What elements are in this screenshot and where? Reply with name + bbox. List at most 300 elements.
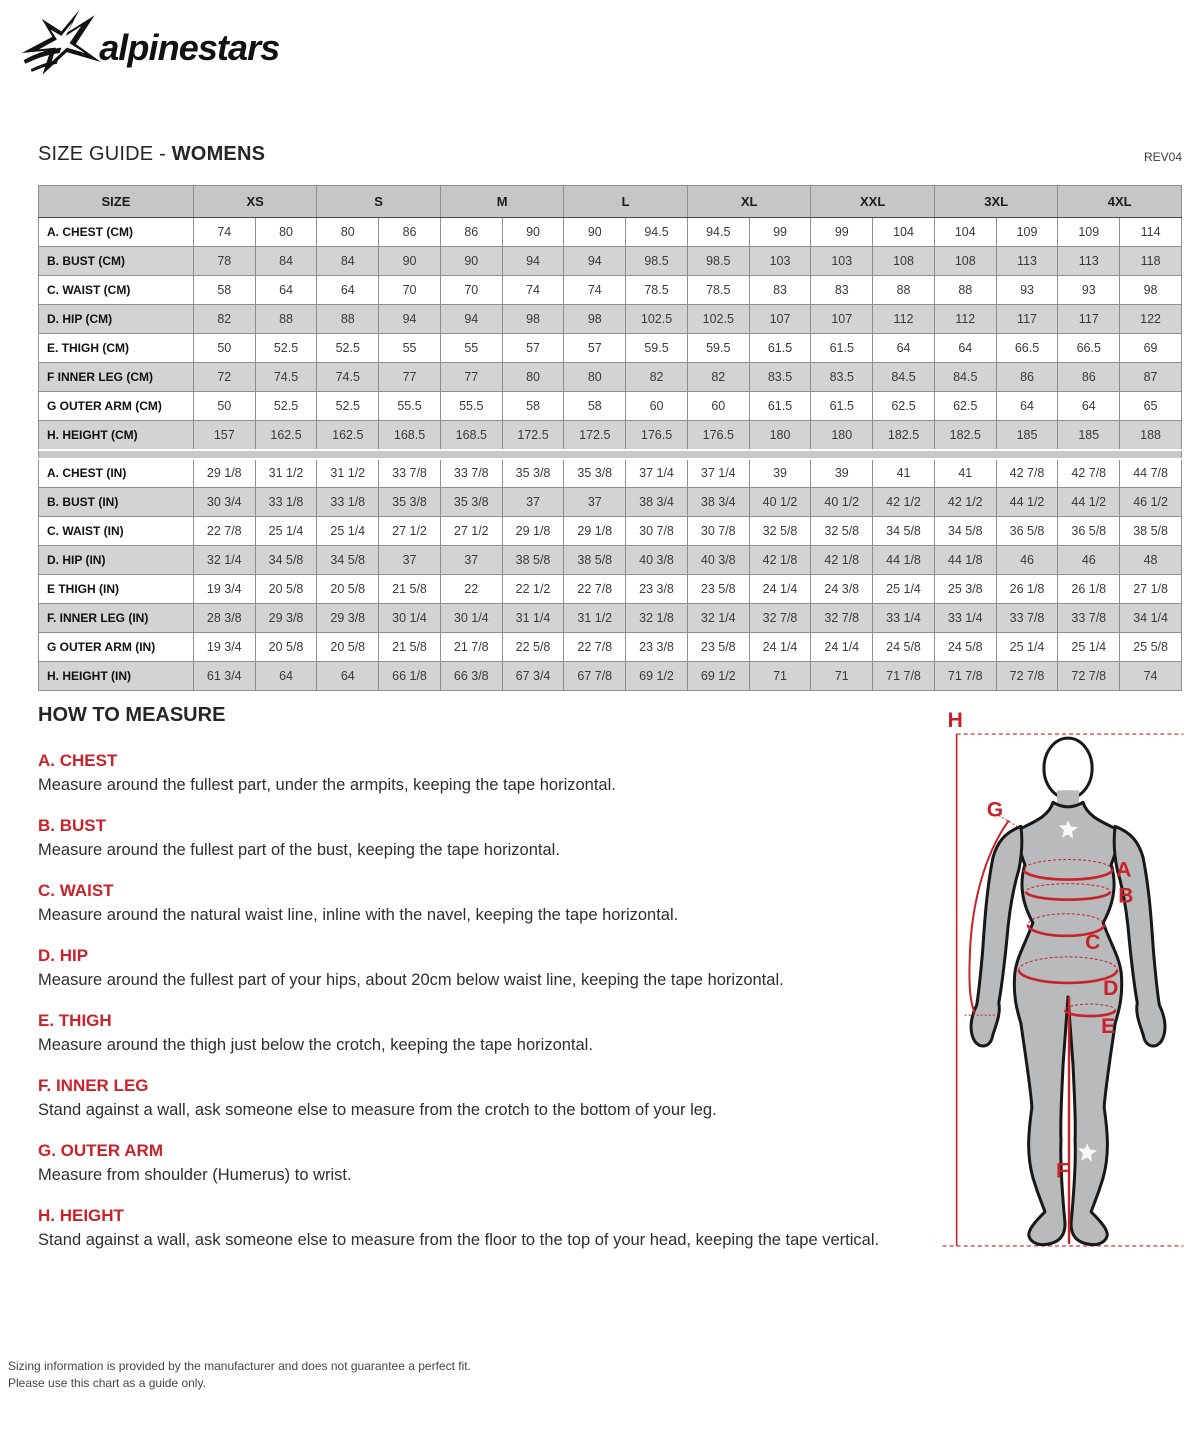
size-value-cell: 32 1/4 — [687, 604, 749, 633]
measure-item — [38, 1011, 918, 1055]
size-value-cell: 71 — [749, 662, 811, 691]
size-value-cell: 157 — [193, 421, 255, 450]
size-value-cell: 102.5 — [687, 305, 749, 334]
size-value-cell: 80 — [502, 363, 564, 392]
size-value-cell: 60 — [626, 392, 688, 421]
size-value-cell: 90 — [564, 218, 626, 247]
size-value-cell: 108 — [873, 247, 935, 276]
measure-item-text: Measure around the fullest part, under the armpits, keeping the tape horizontal. — [38, 776, 616, 794]
size-value-cell: 40 3/8 — [687, 546, 749, 575]
size-value-cell: 41 — [873, 459, 935, 488]
page-title — [38, 143, 265, 166]
size-value-cell: 99 — [749, 218, 811, 247]
size-value-cell: 42 1/2 — [934, 488, 996, 517]
size-value-cell: 72 — [193, 363, 255, 392]
row-label: D. HIP (CM) — [39, 305, 194, 334]
size-value-cell: 172.5 — [502, 421, 564, 450]
size-value-cell: 33 7/8 — [996, 604, 1058, 633]
size-value-cell: 57 — [564, 334, 626, 363]
size-value-cell: 64 — [873, 334, 935, 363]
size-value-cell: 84.5 — [934, 363, 996, 392]
size-value-cell: 86 — [440, 218, 502, 247]
size-value-cell: 23 5/8 — [687, 633, 749, 662]
alpinestars-logo-icon — [20, 8, 290, 80]
size-value-cell: 25 1/4 — [1058, 633, 1120, 662]
footer-line-2: Please use this chart as a guide only. — [8, 1376, 206, 1390]
size-value-cell: 64 — [317, 276, 379, 305]
size-value-cell: 98 — [564, 305, 626, 334]
size-value-cell: 22 7/8 — [564, 633, 626, 662]
size-value-cell: 80 — [317, 218, 379, 247]
size-value-cell: 83.5 — [749, 363, 811, 392]
table-row — [39, 633, 1182, 662]
size-value-cell: 103 — [749, 247, 811, 276]
size-value-cell: 37 — [379, 546, 441, 575]
label-G: G — [986, 798, 1004, 822]
size-value-cell: 122 — [1120, 305, 1182, 334]
size-value-cell: 27 1/8 — [1120, 575, 1182, 604]
size-value-cell: 27 1/2 — [440, 517, 502, 546]
how-to-measure-section — [38, 704, 1186, 1276]
size-value-cell: 98 — [1120, 276, 1182, 305]
size-value-cell: 23 5/8 — [687, 575, 749, 604]
size-value-cell: 71 7/8 — [934, 662, 996, 691]
size-value-cell: 182.5 — [934, 421, 996, 450]
size-column-header: M — [440, 186, 564, 218]
size-value-cell: 109 — [1058, 218, 1120, 247]
size-value-cell: 90 — [379, 247, 441, 276]
size-value-cell: 86 — [379, 218, 441, 247]
size-value-cell: 44 1/8 — [873, 546, 935, 575]
size-value-cell: 60 — [687, 392, 749, 421]
measurement-diagram — [934, 704, 1186, 1276]
size-value-cell: 99 — [811, 218, 873, 247]
measure-item-text: Measure around the fullest part of the bust, keeping the tape horizontal. — [38, 841, 560, 859]
size-value-cell: 61.5 — [811, 334, 873, 363]
size-value-cell: 90 — [502, 218, 564, 247]
size-value-cell: 25 1/4 — [873, 575, 935, 604]
size-value-cell: 44 7/8 — [1120, 459, 1182, 488]
size-value-cell: 25 3/8 — [934, 575, 996, 604]
size-value-cell: 44 1/8 — [934, 546, 996, 575]
size-value-cell: 24 1/4 — [811, 633, 873, 662]
size-value-cell: 42 1/8 — [811, 546, 873, 575]
size-value-cell: 185 — [1058, 421, 1120, 450]
size-value-cell: 37 1/4 — [687, 459, 749, 488]
size-value-cell: 52.5 — [317, 334, 379, 363]
size-value-cell: 84.5 — [873, 363, 935, 392]
head-shape — [1044, 738, 1092, 798]
table-row — [39, 604, 1182, 633]
size-value-cell: 74.5 — [317, 363, 379, 392]
size-value-cell: 22 5/8 — [502, 633, 564, 662]
size-value-cell: 22 1/2 — [502, 575, 564, 604]
size-value-cell: 32 1/8 — [626, 604, 688, 633]
size-value-cell: 59.5 — [626, 334, 688, 363]
size-value-cell: 86 — [1058, 363, 1120, 392]
size-value-cell: 112 — [873, 305, 935, 334]
size-value-cell: 40 3/8 — [626, 546, 688, 575]
size-value-cell: 66 1/8 — [379, 662, 441, 691]
size-value-cell: 32 7/8 — [811, 604, 873, 633]
size-value-cell: 74 — [502, 276, 564, 305]
row-label: H. HEIGHT (CM) — [39, 421, 194, 450]
page-title-gender: WOMENS — [171, 143, 266, 165]
size-value-cell: 20 5/8 — [255, 575, 317, 604]
size-value-cell: 80 — [564, 363, 626, 392]
table-row — [39, 662, 1182, 691]
size-value-cell: 26 1/8 — [1058, 575, 1120, 604]
size-value-cell: 52.5 — [255, 334, 317, 363]
size-value-cell: 82 — [193, 305, 255, 334]
size-corner-header: SIZE — [39, 186, 194, 218]
measure-item — [38, 816, 918, 860]
size-value-cell: 93 — [996, 276, 1058, 305]
measure-item-text: Stand against a wall, ask someone else to measure from the crotch to the bottom of your leg. — [38, 1101, 717, 1119]
size-value-cell: 30 7/8 — [687, 517, 749, 546]
size-value-cell: 82 — [687, 363, 749, 392]
size-value-cell: 117 — [1058, 305, 1120, 334]
section-gap-row — [39, 450, 1182, 459]
size-value-cell: 176.5 — [626, 421, 688, 450]
size-value-cell: 83 — [749, 276, 811, 305]
how-to-measure-heading: HOW TO MEASURE — [38, 704, 226, 726]
row-label: A. CHEST (CM) — [39, 218, 194, 247]
footer-line-1: Sizing information is provided by the manufacturer and does not guarantee a perfect fit. — [8, 1359, 471, 1373]
size-value-cell: 22 7/8 — [564, 575, 626, 604]
size-value-cell: 162.5 — [255, 421, 317, 450]
size-value-cell: 67 3/4 — [502, 662, 564, 691]
measure-item-label: A. CHEST — [38, 751, 118, 770]
size-value-cell: 32 1/4 — [193, 546, 255, 575]
body-measurement-figure-icon — [934, 704, 1186, 1276]
title-row — [38, 143, 1182, 166]
size-value-cell: 108 — [934, 247, 996, 276]
size-value-cell: 55.5 — [379, 392, 441, 421]
size-value-cell: 94 — [502, 247, 564, 276]
size-value-cell: 19 3/4 — [193, 633, 255, 662]
alpinestars-logo — [20, 8, 290, 80]
size-value-cell: 24 5/8 — [873, 633, 935, 662]
size-value-cell: 34 5/8 — [934, 517, 996, 546]
size-value-cell: 28 3/8 — [193, 604, 255, 633]
size-value-cell: 41 — [934, 459, 996, 488]
size-value-cell: 33 1/8 — [317, 488, 379, 517]
size-value-cell: 72 7/8 — [996, 662, 1058, 691]
size-value-cell: 84 — [317, 247, 379, 276]
size-value-cell: 31 1/2 — [317, 459, 379, 488]
size-value-cell: 21 5/8 — [379, 575, 441, 604]
size-value-cell: 78.5 — [626, 276, 688, 305]
measure-item-label: F. INNER LEG — [38, 1076, 149, 1095]
size-value-cell: 42 7/8 — [1058, 459, 1120, 488]
size-value-cell: 62.5 — [873, 392, 935, 421]
size-value-cell: 64 — [934, 334, 996, 363]
size-value-cell: 34 1/4 — [1120, 604, 1182, 633]
measure-item-label: D. HIP — [38, 946, 89, 965]
table-row — [39, 488, 1182, 517]
size-column-header: L — [564, 186, 688, 218]
measure-item-label: H. HEIGHT — [38, 1206, 124, 1225]
label-A: A — [1116, 858, 1132, 882]
size-column-header: 4XL — [1058, 186, 1182, 218]
size-value-cell: 69 1/2 — [687, 662, 749, 691]
size-header-row — [39, 186, 1182, 218]
size-value-cell: 33 1/4 — [873, 604, 935, 633]
table-row — [39, 392, 1182, 421]
size-value-cell: 19 3/4 — [193, 575, 255, 604]
size-value-cell: 86 — [996, 363, 1058, 392]
size-value-cell: 168.5 — [379, 421, 441, 450]
size-value-cell: 33 7/8 — [1058, 604, 1120, 633]
size-value-cell: 39 — [811, 459, 873, 488]
size-value-cell: 59.5 — [687, 334, 749, 363]
size-value-cell: 31 1/2 — [255, 459, 317, 488]
page-title-prefix: SIZE GUIDE - — [38, 143, 172, 165]
size-value-cell: 83.5 — [811, 363, 873, 392]
size-value-cell: 25 1/4 — [996, 633, 1058, 662]
table-row — [39, 517, 1182, 546]
table-row — [39, 276, 1182, 305]
size-value-cell: 64 — [255, 662, 317, 691]
size-value-cell: 65 — [1120, 392, 1182, 421]
size-value-cell: 23 3/8 — [626, 575, 688, 604]
size-value-cell: 98.5 — [626, 247, 688, 276]
size-value-cell: 32 7/8 — [749, 604, 811, 633]
size-value-cell: 44 1/2 — [1058, 488, 1120, 517]
size-value-cell: 94.5 — [626, 218, 688, 247]
size-value-cell: 34 5/8 — [873, 517, 935, 546]
size-value-cell: 29 3/8 — [317, 604, 379, 633]
size-value-cell: 71 — [811, 662, 873, 691]
measure-item-label: B. BUST — [38, 816, 106, 835]
size-value-cell: 27 1/2 — [379, 517, 441, 546]
size-value-cell: 44 1/2 — [996, 488, 1058, 517]
size-value-cell: 46 — [996, 546, 1058, 575]
footer-note — [8, 1358, 471, 1392]
size-value-cell: 34 5/8 — [317, 546, 379, 575]
size-value-cell: 94 — [564, 247, 626, 276]
size-value-cell: 88 — [317, 305, 379, 334]
table-row — [39, 421, 1182, 450]
size-table — [38, 185, 1182, 691]
size-value-cell: 113 — [1058, 247, 1120, 276]
size-value-cell: 70 — [440, 276, 502, 305]
size-value-cell: 114 — [1120, 218, 1182, 247]
size-value-cell: 33 1/4 — [934, 604, 996, 633]
size-value-cell: 98 — [502, 305, 564, 334]
size-column-header: S — [317, 186, 441, 218]
size-value-cell: 172.5 — [564, 421, 626, 450]
size-value-cell: 188 — [1120, 421, 1182, 450]
size-column-header: XXL — [811, 186, 935, 218]
size-column-header: XS — [193, 186, 317, 218]
size-value-cell: 176.5 — [687, 421, 749, 450]
row-label: A. CHEST (IN) — [39, 459, 194, 488]
row-label: F INNER LEG (CM) — [39, 363, 194, 392]
row-label: H. HEIGHT (IN) — [39, 662, 194, 691]
size-value-cell: 22 7/8 — [193, 517, 255, 546]
section-gap-cell — [39, 450, 1182, 459]
size-value-cell: 66.5 — [1058, 334, 1120, 363]
size-value-cell: 88 — [873, 276, 935, 305]
size-value-cell: 30 3/4 — [193, 488, 255, 517]
size-value-cell: 104 — [873, 218, 935, 247]
size-value-cell: 64 — [1058, 392, 1120, 421]
measure-instructions — [38, 704, 918, 1276]
size-value-cell: 88 — [255, 305, 317, 334]
size-value-cell: 36 5/8 — [996, 517, 1058, 546]
size-value-cell: 37 — [502, 488, 564, 517]
size-value-cell: 52.5 — [317, 392, 379, 421]
size-value-cell: 35 3/8 — [379, 488, 441, 517]
size-value-cell: 52.5 — [255, 392, 317, 421]
size-value-cell: 26 1/8 — [996, 575, 1058, 604]
size-value-cell: 37 1/4 — [626, 459, 688, 488]
size-value-cell: 61.5 — [749, 392, 811, 421]
size-value-cell: 30 1/4 — [379, 604, 441, 633]
size-value-cell: 112 — [934, 305, 996, 334]
size-value-cell: 29 1/8 — [564, 517, 626, 546]
measure-item-text: Measure from shoulder (Humerus) to wrist. — [38, 1166, 352, 1184]
size-value-cell: 74.5 — [255, 363, 317, 392]
size-value-cell: 87 — [1120, 363, 1182, 392]
size-value-cell: 82 — [626, 363, 688, 392]
size-value-cell: 180 — [749, 421, 811, 450]
size-value-cell: 69 1/2 — [626, 662, 688, 691]
size-value-cell: 118 — [1120, 247, 1182, 276]
size-value-cell: 37 — [564, 488, 626, 517]
size-value-cell: 36 5/8 — [1058, 517, 1120, 546]
row-label: C. WAIST (CM) — [39, 276, 194, 305]
size-value-cell: 30 7/8 — [626, 517, 688, 546]
table-row — [39, 334, 1182, 363]
size-table-wrap — [38, 185, 1182, 691]
size-value-cell: 64 — [255, 276, 317, 305]
size-value-cell: 32 5/8 — [749, 517, 811, 546]
label-C: C — [1085, 930, 1101, 954]
size-value-cell: 33 7/8 — [440, 459, 502, 488]
row-label: G OUTER ARM (IN) — [39, 633, 194, 662]
size-value-cell: 80 — [255, 218, 317, 247]
size-value-cell: 180 — [811, 421, 873, 450]
size-value-cell: 50 — [193, 334, 255, 363]
size-value-cell: 25 1/4 — [255, 517, 317, 546]
size-value-cell: 70 — [379, 276, 441, 305]
size-value-cell: 72 7/8 — [1058, 662, 1120, 691]
size-value-cell: 61.5 — [749, 334, 811, 363]
size-value-cell: 38 5/8 — [502, 546, 564, 575]
table-row — [39, 459, 1182, 488]
size-value-cell: 20 5/8 — [255, 633, 317, 662]
size-value-cell: 74 — [193, 218, 255, 247]
size-value-cell: 77 — [379, 363, 441, 392]
size-value-cell: 185 — [996, 421, 1058, 450]
size-value-cell: 64 — [996, 392, 1058, 421]
size-value-cell: 40 1/2 — [749, 488, 811, 517]
size-value-cell: 58 — [193, 276, 255, 305]
size-value-cell: 94 — [379, 305, 441, 334]
size-value-cell: 66 3/8 — [440, 662, 502, 691]
measure-item-text: Measure around the thigh just below the crotch, keeping the tape horizontal. — [38, 1036, 593, 1054]
table-row — [39, 247, 1182, 276]
row-label: C. WAIST (IN) — [39, 517, 194, 546]
size-value-cell: 78.5 — [687, 276, 749, 305]
size-value-cell: 77 — [440, 363, 502, 392]
size-value-cell: 78 — [193, 247, 255, 276]
size-value-cell: 103 — [811, 247, 873, 276]
size-value-cell: 34 5/8 — [255, 546, 317, 575]
size-value-cell: 20 5/8 — [317, 575, 379, 604]
size-value-cell: 113 — [996, 247, 1058, 276]
table-row — [39, 546, 1182, 575]
size-value-cell: 33 7/8 — [379, 459, 441, 488]
size-value-cell: 67 7/8 — [564, 662, 626, 691]
size-value-cell: 38 5/8 — [1120, 517, 1182, 546]
size-value-cell: 104 — [934, 218, 996, 247]
measure-item — [38, 946, 918, 990]
size-value-cell: 117 — [996, 305, 1058, 334]
size-value-cell: 46 1/2 — [1120, 488, 1182, 517]
label-F: F — [1055, 1159, 1069, 1183]
size-value-cell: 38 5/8 — [564, 546, 626, 575]
size-value-cell: 33 1/8 — [255, 488, 317, 517]
size-value-cell: 94 — [440, 305, 502, 334]
size-value-cell: 29 3/8 — [255, 604, 317, 633]
size-value-cell: 29 1/8 — [193, 459, 255, 488]
size-value-cell: 74 — [1120, 662, 1182, 691]
row-label: B. BUST (IN) — [39, 488, 194, 517]
label-E: E — [1101, 1015, 1116, 1039]
size-column-header: XL — [687, 186, 811, 218]
size-value-cell: 90 — [440, 247, 502, 276]
size-value-cell: 93 — [1058, 276, 1120, 305]
size-value-cell: 88 — [934, 276, 996, 305]
size-value-cell: 182.5 — [873, 421, 935, 450]
left-arm-shape — [971, 826, 1022, 1046]
size-value-cell: 31 1/2 — [564, 604, 626, 633]
size-value-cell: 55 — [440, 334, 502, 363]
measure-item — [38, 1206, 918, 1250]
size-value-cell: 69 — [1120, 334, 1182, 363]
size-value-cell: 62.5 — [934, 392, 996, 421]
size-value-cell: 83 — [811, 276, 873, 305]
measure-item — [38, 1141, 918, 1185]
row-label: G OUTER ARM (CM) — [39, 392, 194, 421]
size-value-cell: 55.5 — [440, 392, 502, 421]
size-value-cell: 64 — [317, 662, 379, 691]
row-label: B. BUST (CM) — [39, 247, 194, 276]
size-value-cell: 22 — [440, 575, 502, 604]
size-value-cell: 61.5 — [811, 392, 873, 421]
size-value-cell: 25 1/4 — [317, 517, 379, 546]
size-value-cell: 71 7/8 — [873, 662, 935, 691]
size-value-cell: 50 — [193, 392, 255, 421]
size-value-cell: 42 1/2 — [873, 488, 935, 517]
size-value-cell: 58 — [502, 392, 564, 421]
size-value-cell: 35 3/8 — [440, 488, 502, 517]
row-label: E. THIGH (CM) — [39, 334, 194, 363]
size-value-cell: 109 — [996, 218, 1058, 247]
label-H: H — [947, 709, 963, 733]
size-value-cell: 94.5 — [687, 218, 749, 247]
size-value-cell: 39 — [749, 459, 811, 488]
size-value-cell: 21 7/8 — [440, 633, 502, 662]
size-value-cell: 102.5 — [626, 305, 688, 334]
size-value-cell: 74 — [564, 276, 626, 305]
row-label: E THIGH (IN) — [39, 575, 194, 604]
measure-item-label: C. WAIST — [38, 881, 114, 900]
